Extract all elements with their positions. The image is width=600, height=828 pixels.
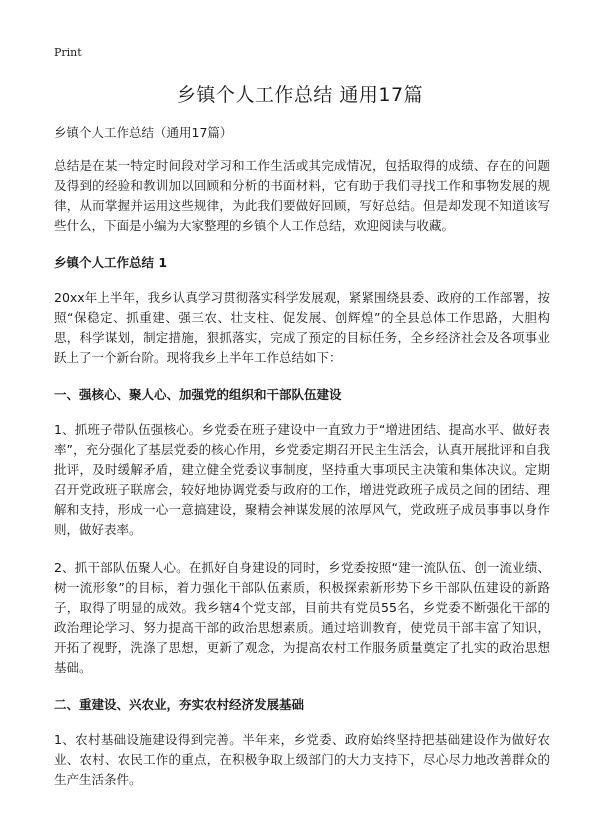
section-heading-2: 二、重建设、兴农业，夯实农村经济发展基础 [54,697,305,712]
article-intro-paragraph: 20xx年上半年，我乡认真学习贯彻落实科学发展观，紧紧围绕县委、政府的工作部署，按照“保稳定、抓重建、强三农、壮支柱、促发展、创辉煌”的全县总体工作思路，大胆构思，科学谋划，制定措施，狠抓落实，完成了预定的目标任务，全乡经济社会及各项事业跃上了一个新台阶。现将我乡上半年工作总结如下： [54,290,550,365]
intro-paragraph: 总结是在某一特定时间段对学习和工作生活或其完成情况，包括取得的成绩、存在的问题及得到的经验和教训加以回顾和分析的书面材料，它有助于我们寻找工作和事物发展的规律，从而掌握并运用这些规律，为此我们要做好回顾，写好总结。但是却发现不知道该写些什么，下面是小编为大家整理的乡镇个人工作总结，欢迎阅读与收藏。 [54,158,550,233]
section2-paragraph-1: 1、农村基础设施建设得到完善。半年来，乡党委、政府始终坚持把基础建设作为做好农业、农村、农民工作的重点，在积极争取上级部门的大力支持下，尽心尽力地改善群众的生产生活条件。 [54,732,550,787]
document-subtitle: 乡镇个人工作总结（通用17篇） [54,125,233,140]
print-link[interactable]: Print [54,46,82,59]
article-heading: 乡镇个人工作总结 1 [54,255,168,270]
section1-paragraph-2: 2、抓干部队伍聚人心。在抓好自身建设的同时，乡党委按照“建一流队伍、创一流业绩、树一流形象”的目标，着力强化干部队伍素质，积极探索新形势下乡干部队伍建设的新路子，取得了明显的成效。我乡辖4个党支部，目前共有党员55名，乡党委不断强化干部的政治理论学习、努力提高干部的政治思想素质。通过培训教育，使党员干部丰富了知识，开拓了视野，洗涤了思想，更新了观念，为提高农村工作服务质量奠定了扎实的政治思想基础。 [54,560,550,675]
section-heading-1: 一、强核心、聚人心、加强党的组织和干部队伍建设 [54,387,342,402]
document-body [54,124,550,808]
page-title: 乡镇个人工作总结 通用17篇 [176,84,424,106]
section1-paragraph-1: 1、抓班子带队伍强核心。乡党委在班子建设中一直致力于“增进团结、提高水平、做好表率”，充分强化了基层党委的核心作用，乡党委定期召开民主生活会，认真开展批评和自我批评，及时缓解矛盾，建立健全党委议事制度，坚持重大事项民主决策和集体决议。定期召开党政班子联席会，较好地协调党委与政府的工作，增进党政班子成员之间的团结、理解和支持，形成一心一意搞建设，聚精会神谋发展的浓厚风气，党政班子成员事事以身作则，做好表率。 [54,422,550,537]
